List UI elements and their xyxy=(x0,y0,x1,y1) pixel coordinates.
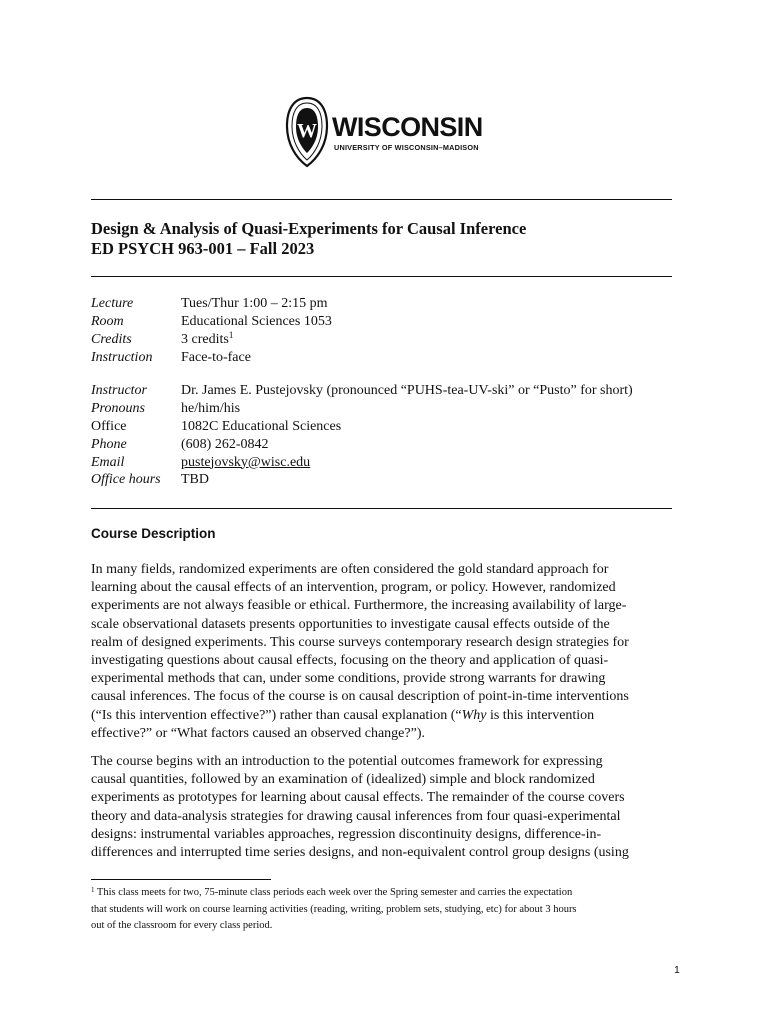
info-label: Instructor xyxy=(91,383,147,398)
course-title: Design & Analysis of Quasi-Experiments for Causal Inference xyxy=(91,219,527,238)
svg-text:W: W xyxy=(297,120,317,142)
footnote-ref[interactable]: 1 xyxy=(228,329,234,340)
text-line: causal inferences. The focus of the course is on causal description of point-in-time interventions xyxy=(91,689,629,705)
text-line: In many fields, randomized experiments are often considered the gold standard approach for xyxy=(91,562,609,577)
page-number: 1 xyxy=(674,964,680,976)
footnote-mark: 1 xyxy=(91,886,95,894)
divider-info xyxy=(91,508,672,509)
text-segment: is this intervention xyxy=(486,707,595,723)
info-label: Room xyxy=(91,313,124,329)
info-value: Tues/Thur 1:00 – 2:15 pm xyxy=(181,296,328,311)
info-value: Educational Sciences 1053 xyxy=(181,313,332,329)
info-label: Pronouns xyxy=(91,400,145,416)
section-heading: Course Description xyxy=(91,526,216,541)
footnote-line xyxy=(91,885,577,902)
text-line: theory and data-analysis strategies for drawing causal inferences from four quasi-experimental xyxy=(91,808,621,824)
text-line: causal quantities, followed by an examination of (idealized) simple and block randomized xyxy=(91,772,595,788)
footnote-line: out of the classroom for every class period. xyxy=(91,920,273,931)
footnote-line: that students will work on course learning activities (reading, writing, problem sets, studying, etc) for about 3 hours xyxy=(91,903,577,915)
info-label: Email xyxy=(91,454,125,470)
crest-icon xyxy=(284,96,330,168)
text-line: experimental methods that can, under some conditions, provide strong warrants for drawing xyxy=(91,671,606,687)
footnote-divider xyxy=(91,879,271,880)
uw-madison-logo xyxy=(284,96,484,168)
text-line: experiments are not always feasible or ethical. Furthermore, the increasing availability of large- xyxy=(91,598,627,614)
text-line: effective?” or “What factors caused an observed change?”). xyxy=(91,725,425,741)
info-label: Credits xyxy=(91,331,132,347)
emphasis-why: Why xyxy=(461,707,487,723)
info-value-credits xyxy=(181,331,233,349)
info-value: Dr. James E. Pustejovsky (pronounced “PUHS-tea-UV-ski” or “Pusto” for short) xyxy=(181,383,633,398)
logo-subtitle: UNIVERSITY OF WISCONSIN–MADISON xyxy=(334,143,479,152)
info-value: TBD xyxy=(181,472,209,488)
footnote xyxy=(91,885,577,935)
text-line: The course begins with an introduction to the potential outcomes framework for expressing xyxy=(91,754,603,769)
text-line: scale observational datasets presents opportunities to investigate causal effects outside of the xyxy=(91,616,610,632)
text-line: differences and interrupted time series designs, and non-equivalent control group designs (using xyxy=(91,845,629,861)
info-label: Office hours xyxy=(91,472,161,488)
description-paragraph-2 xyxy=(91,753,681,862)
divider-title xyxy=(91,276,672,277)
text-line: experiments as prototypes for learning about causal effects. The remainder of the course covers xyxy=(91,790,625,806)
text-segment: (“Is this intervention effective?”) rather than causal explanation (“ xyxy=(91,707,462,723)
info-value: he/him/his xyxy=(181,400,241,416)
text-line: investigating questions about causal effects, focusing on the theory and application of quasi- xyxy=(91,653,609,669)
description-paragraph-1 xyxy=(91,561,681,743)
course-code: ED PSYCH 963-001 – Fall 2023 xyxy=(91,239,315,258)
credits-text: 3 credits xyxy=(181,331,229,347)
info-value: (608) 262-0842 xyxy=(181,436,269,452)
text-line xyxy=(91,707,681,725)
info-label: Office xyxy=(91,418,127,434)
email-link[interactable]: pustejovsky@wisc.edu xyxy=(181,454,311,470)
info-value: 1082C Educational Sciences xyxy=(181,418,342,434)
logo-wordmark: WISCONSIN xyxy=(332,112,483,142)
text-line: learning about the causal effects of an intervention, program, or policy. However, randomized xyxy=(91,580,616,596)
info-label: Phone xyxy=(91,436,127,452)
divider-top xyxy=(91,199,672,200)
info-label: Instruction xyxy=(91,349,153,365)
info-value: Face-to-face xyxy=(181,349,251,365)
footnote-text: This class meets for two, 75-minute class periods each week over the Spring semester and carries the expectation xyxy=(94,887,573,898)
text-line: realm of designed experiments. This course surveys contemporary research design strategies for xyxy=(91,634,629,650)
info-label: Lecture xyxy=(91,296,134,311)
text-line: designs: instrumental variables approaches, regression discontinuity designs, difference-in- xyxy=(91,826,602,842)
